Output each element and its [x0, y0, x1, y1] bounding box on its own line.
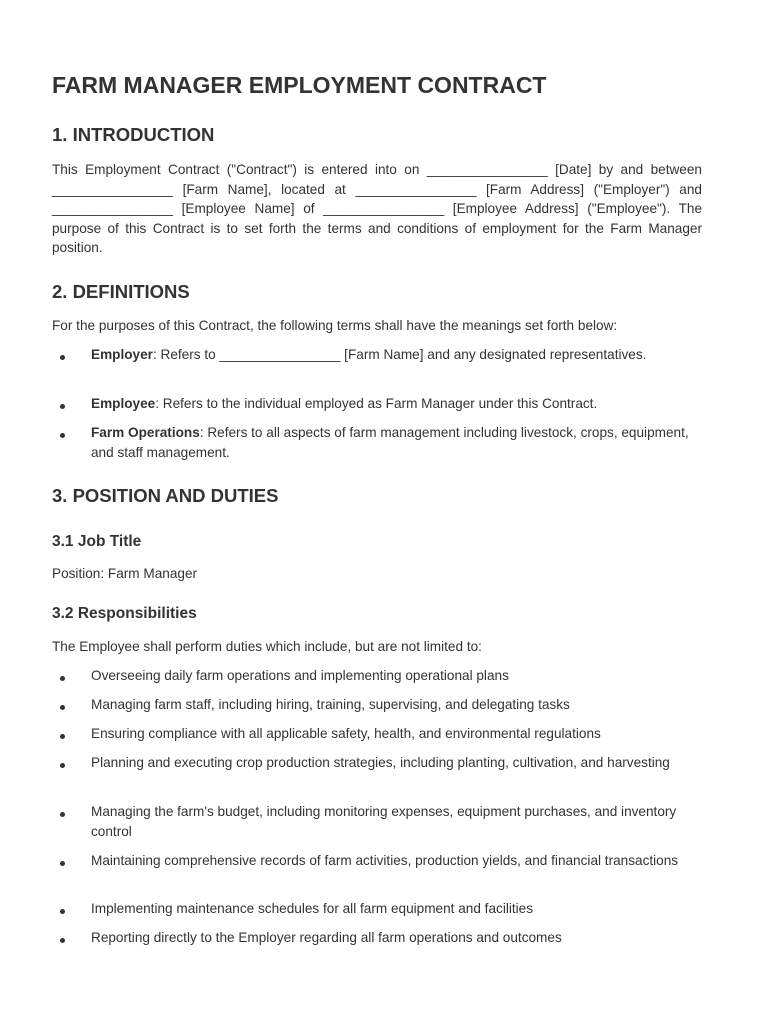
- definition-item-employer: [91, 345, 701, 365]
- responsibility-item: Overseeing daily farm operations and implementing operational plans: [91, 668, 509, 683]
- bullet-dot: [60, 696, 68, 716]
- bullet-dot: [60, 929, 68, 949]
- definition-term: Employee: [91, 396, 156, 411]
- section-heading-definitions: 2. DEFINITIONS: [52, 281, 190, 302]
- bullet-dot: [60, 667, 68, 687]
- responsibility-item: Reporting directly to the Employer regarding all farm operations and outcomes: [91, 930, 562, 945]
- bullet-dot: [60, 424, 68, 444]
- definition-text: : Refers to ________________ [Farm Name] and any designated representatives.: [152, 347, 647, 362]
- bullet-dot: [60, 803, 68, 823]
- section-heading-introduction: 1. INTRODUCTION: [52, 124, 215, 145]
- bullet-dot: [60, 754, 68, 774]
- introduction-paragraph: This Employment Contract ("Contract") is entered into on ________________ [Date] by and between ________________ [Farm Name], located at ________________ [Farm Address] ("Employer") and ________________ [Employee Name] of ________________ [Employee Address] ("Employee"). The purpose of this Contract is to set forth the terms and conditions of employment for the Farm Manager position.: [52, 162, 702, 256]
- subsection-heading-responsibilities: 3.2 Responsibilities: [52, 605, 197, 622]
- bullet-dot: [60, 900, 68, 920]
- definitions-intro: For the purposes of this Contract, the following terms shall have the meanings set forth below:: [52, 318, 618, 333]
- responsibility-item: Managing the farm's budget, including monitoring expenses, equipment purchases, and inventory control: [91, 804, 677, 839]
- bullet-dot: [60, 395, 68, 415]
- bullet-dot: [60, 725, 68, 745]
- definition-item-employee: [91, 394, 701, 414]
- bullet-dot: [60, 346, 68, 366]
- section-heading-position: 3. POSITION AND DUTIES: [52, 485, 279, 506]
- responsibilities-intro: The Employee shall perform duties which include, but are not limited to:: [52, 639, 482, 654]
- definition-term: Farm Operations: [91, 425, 200, 440]
- definition-term: Employer: [91, 347, 153, 362]
- document-title: FARM MANAGER EMPLOYMENT CONTRACT: [52, 72, 547, 98]
- definition-text: : Refers to the individual employed as Farm Manager under this Contract.: [155, 396, 598, 411]
- bullet-dot: [60, 852, 68, 872]
- responsibility-item: Ensuring compliance with all applicable safety, health, and environmental regulations: [91, 726, 601, 741]
- responsibility-item: Planning and executing crop production strategies, including planting, cultivation, and harvesting: [91, 755, 670, 770]
- responsibility-item: Implementing maintenance schedules for all farm equipment and facilities: [91, 901, 534, 916]
- subsection-heading-job-title: 3.1 Job Title: [52, 533, 142, 550]
- responsibility-item: Maintaining comprehensive records of farm activities, production yields, and financial transactions: [91, 853, 679, 868]
- definition-text: : Refers to all aspects of farm management including livestock, crops, equipment, and staff management.: [91, 425, 689, 460]
- responsibility-item: Managing farm staff, including hiring, training, supervising, and delegating tasks: [91, 697, 570, 712]
- definition-item-farm-operations: [91, 423, 701, 462]
- job-title-text: Position: Farm Manager: [52, 566, 198, 581]
